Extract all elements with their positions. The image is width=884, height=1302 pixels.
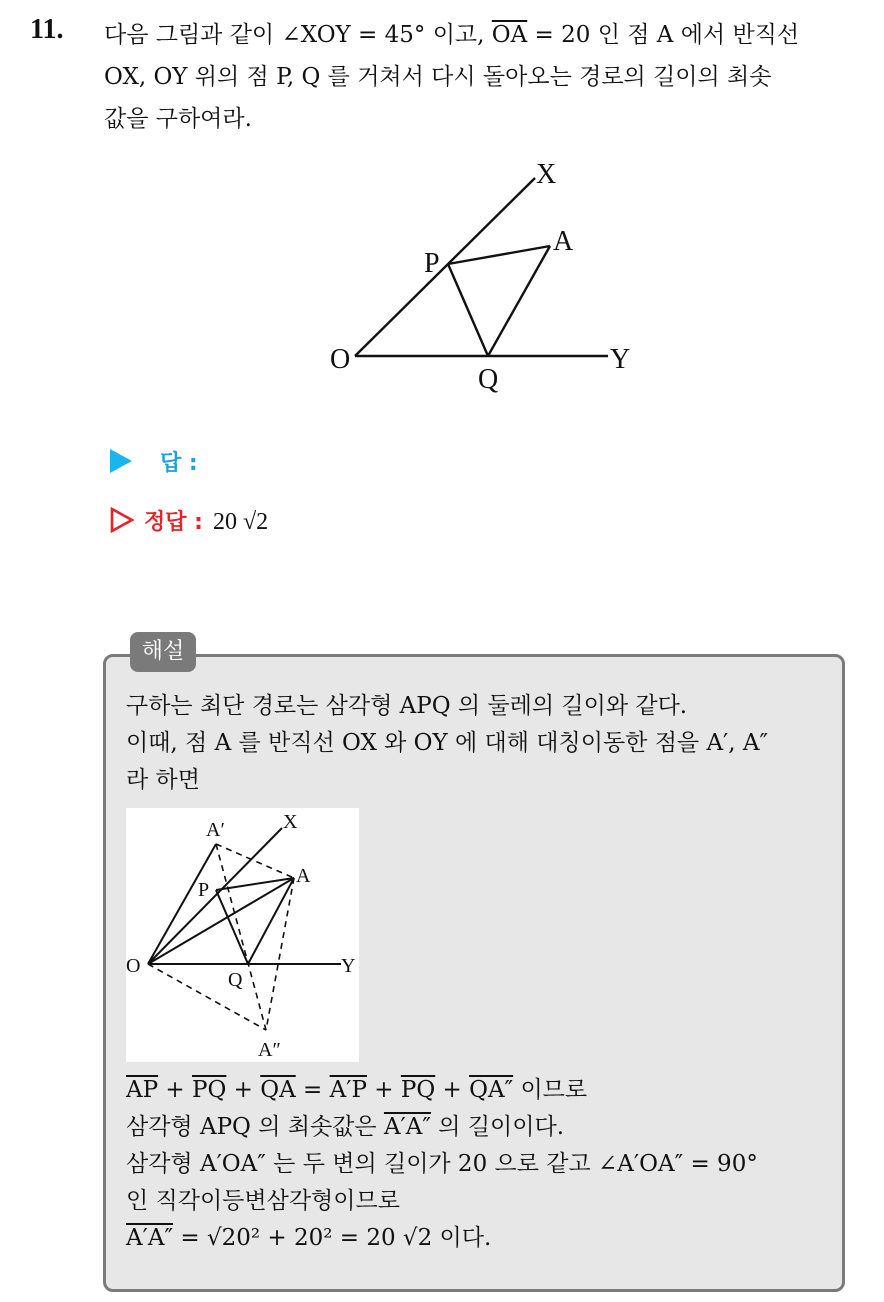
- question-line1-b: = 20 인 점 A 에서 반직선: [527, 22, 800, 48]
- fig2-label-p: P: [198, 879, 210, 901]
- label-p: P: [424, 248, 440, 279]
- fig2-label-a: A: [296, 865, 311, 887]
- solution-final-line: A′A″ = √20² + 20² = 20 √2 이다.: [126, 1225, 492, 1251]
- fig2-label-a-prime: A′: [206, 819, 225, 841]
- correct-answer-row: [110, 505, 268, 536]
- solution-para3: 라 하면: [126, 767, 200, 793]
- solution-tag: 해설: [130, 632, 196, 672]
- question-line2: OX, OY 위의 점 P, Q 를 거쳐서 다시 돌아오는 경로의 길이의 최솟: [104, 64, 772, 90]
- question-line1-a: 다음 그림과 같이 ∠XOY = 45° 이고,: [104, 22, 492, 48]
- answer-label: 답 :: [160, 451, 198, 476]
- answer-row: [110, 446, 198, 477]
- solution-triangle-line: 삼각형 A′OA″ 는 두 변의 길이가 20 으로 같고 ∠A′OA″ = 90°: [126, 1151, 758, 1177]
- outline-triangle-icon: [110, 507, 134, 533]
- fig2-label-y: Y: [341, 955, 356, 977]
- question-text: [104, 14, 866, 140]
- segment-pq: [448, 264, 488, 356]
- solution-min-line: 삼각형 APQ 의 최솟값은 A′A″ 의 길이이다.: [126, 1114, 565, 1140]
- label-a: A: [553, 226, 574, 257]
- fig2-label-x: X: [283, 811, 298, 833]
- play-triangle-icon: [110, 449, 132, 473]
- segment-qa: [488, 246, 550, 356]
- segment-oa: $\overline{OA}$: [491, 22, 528, 48]
- question-line3: 값을 구하여라.: [104, 106, 252, 132]
- solution-right-line: 인 직각이등변삼각형이므로: [126, 1188, 400, 1214]
- label-y: Y: [610, 344, 631, 375]
- ray-ox: [355, 178, 535, 356]
- fig2-label-q: Q: [228, 969, 243, 991]
- solution-conclusion: [126, 1072, 826, 1257]
- solution-intro: [126, 688, 826, 799]
- label-o: O: [330, 344, 351, 375]
- fig2-label-o: O: [126, 955, 141, 977]
- angle-figure: [320, 150, 650, 400]
- fig2-label-a-double: A″: [258, 1039, 281, 1061]
- question-number: 11.: [30, 14, 64, 45]
- solution-para2: 이때, 점 A 를 반직선 OX 와 OY 에 대해 대칭이동한 점을 A′, A″: [126, 730, 769, 756]
- label-x: X: [536, 159, 557, 190]
- solution-eq1: $\overline{AP} + \overline{PQ} + \overline{QA} = A'P + \overline{PQ} + QA''$ 이므로: [126, 1077, 588, 1103]
- correct-answer-value: 20 √2: [212, 509, 269, 535]
- label-q: Q: [478, 364, 499, 395]
- correct-answer-label: 정답 :: [144, 510, 203, 535]
- reflection-figure: [126, 808, 359, 1062]
- solution-para1: 구하는 최단 경로는 삼각형 APQ 의 둘레의 길이와 같다.: [126, 693, 688, 719]
